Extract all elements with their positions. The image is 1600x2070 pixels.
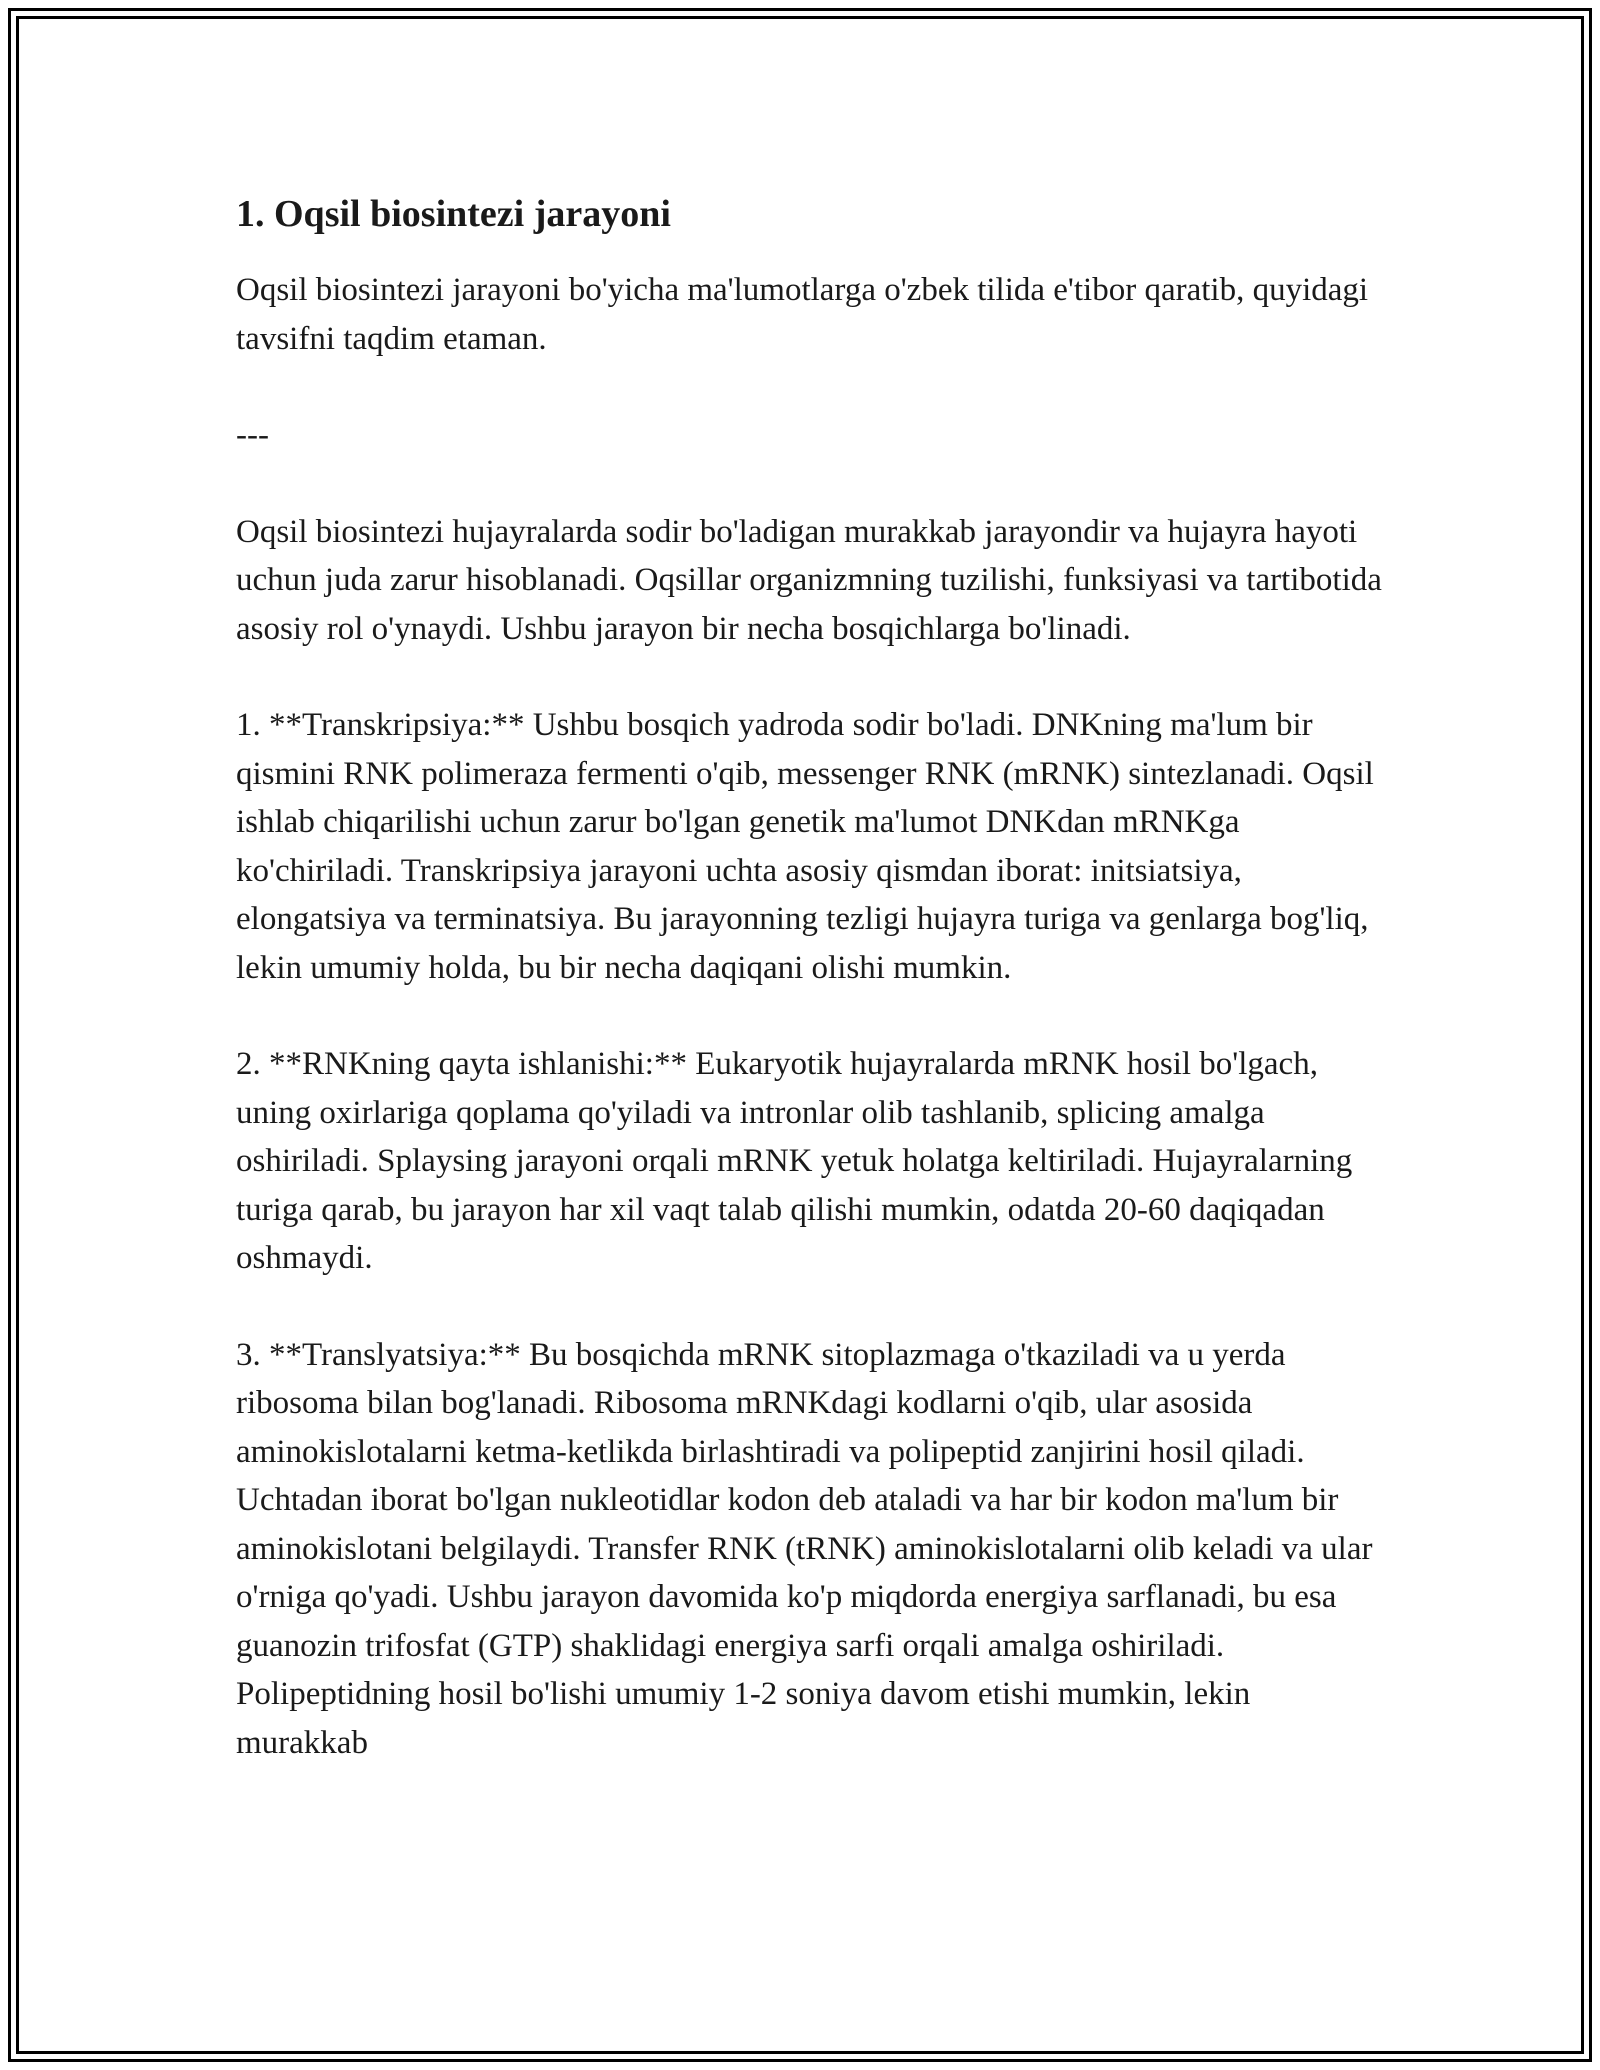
spacer — [236, 460, 1386, 508]
separator-text: --- — [236, 417, 269, 453]
document-body — [236, 186, 1386, 1767]
step-paragraph-translation: 3. **Translyatsiya:** Bu bosqichda mRNK sitoplazmaga o'tkaziladi va u yerda ribosoma bilan bog'lanadi. Ribosoma mRNKdagi kodlarni o'qib, ular asosida aminokislotalarni ketma-ketlikda birlashtiradi va polipeptid zanjirini hosil qiladi. Uchtadan iborat bo'lgan nukleotidlar kodon deb ataladi va har bir kodon ma'lum bir aminokislotani belgilaydi. Transfer RNK (tRNK) aminokislotalarni olib keladi va ular o'rniga qo'yadi. Ushbu jarayon davomida ko'p miqdorda energiya sarflanadi, bu esa guanozin trifosfat (GTP) shaklidagi energiya sarfi orqali amalga oshiriladi. Polipeptidning hosil bo'lishi umumiy 1-2 soniya davom etishi mumkin, lekin murakkab — [236, 1336, 1373, 1761]
spacer — [236, 653, 1386, 701]
document-title: 1. Oqsil biosintezi jarayoni — [236, 193, 671, 235]
spacer — [236, 992, 1386, 1040]
overview-paragraph: Oqsil biosintezi hujayralarda sodir bo'ladigan murakkab jarayondir va hujayra hayoti uchun juda zarur hisoblanadi. Oqsillar organizmning tuzilishi, funksiyasi va tartibotida asosiy rol o'ynaydi. Ushbu jarayon bir necha bosqichlarga bo'linadi. — [236, 513, 1382, 647]
step-paragraph-transcription: 1. **Transkripsiya:** Ushbu bosqich yadroda sodir bo'ladi. DNKning ma'lum bir qismini RNK polimeraza fermenti o'qib, messenger RNK (mRNK) sintezlanadi. Oqsil ishlab chiqarilishi uchun zarur bo'lgan genetik ma'lumot DNKdan mRNKga ko'chiriladi. Transkripsiya jarayoni uchta asosiy qismdan iborat: initsiatsiya, elongatsiya va terminatsiya. Bu jarayonning tezligi hujayra turiga va genlarga bog'liq, lekin umumiy holda, bu bir necha daqiqani olishi mumkin. — [236, 707, 1374, 986]
step-paragraph-rna-processing: 2. **RNKning qayta ishlanishi:** Eukaryotik hujayralarda mRNK hosil bo'lgach, uning oxirlariga qoplama qo'yiladi va intronlar olib tashlanib, splicing amalga oshiriladi. Splaysing jarayoni orqali mRNK yetuk holatga keltiriladi. Hujayralarning turiga qarab, bu jarayon har xil vaqt talab qilishi mumkin, odatda 20-60 daqiqadan oshmaydi. — [236, 1046, 1353, 1276]
intro-paragraph: Oqsil biosintezi jarayoni bo'yicha ma'lumotlarga o'zbek tilida e'tibor qaratib, quyidagi tavsifni taqdim etaman. — [236, 272, 1369, 357]
spacer — [236, 1283, 1386, 1331]
spacer — [236, 363, 1386, 411]
